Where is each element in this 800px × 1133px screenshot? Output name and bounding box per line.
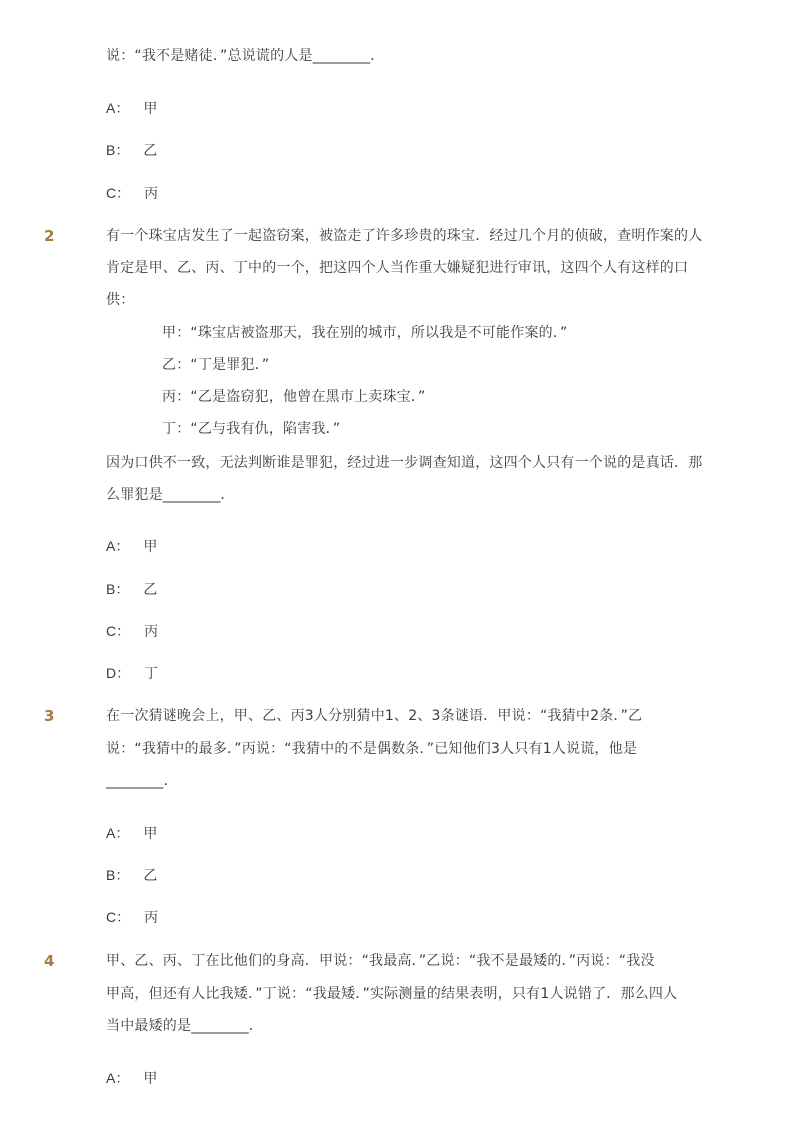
option-text: 乙	[143, 143, 158, 159]
question-4-line: 甲高，但还有人比我矮．”丁说：“我最矮．”实际测量的结果表明，只有1人说错了．那么四人	[106, 986, 678, 1002]
q3-option-b[interactable]	[106, 865, 157, 886]
option-letter: C：	[106, 185, 131, 201]
option-letter: C：	[106, 909, 131, 925]
option-letter: B：	[106, 142, 130, 158]
q3-option-c[interactable]	[106, 907, 158, 928]
option-text: 丙	[144, 910, 159, 926]
question-number: 4	[44, 952, 55, 970]
q2-option-b[interactable]	[106, 579, 157, 600]
question-3-line: ________．	[106, 773, 178, 789]
question-2-line: 有一个珠宝店发生了一起盗窃案，被盗走了许多珍贵的珠宝．经过几个月的侦破，查明作案的人	[106, 228, 703, 244]
option-text: 乙	[143, 868, 158, 884]
question-4-line: 当中最矮的是________．	[106, 1018, 263, 1034]
q2-option-c[interactable]	[106, 621, 158, 642]
option-text: 丙	[144, 624, 159, 640]
option-letter: A：	[106, 538, 130, 554]
question-3-line: 在一次猜谜晚会上，甲、乙、丙3人分别猜中1、2、3条谜语．甲说：“我猜中2条．”乙	[106, 708, 643, 724]
question-3-line: 说：“我猜中的最多．”丙说：“我猜中的不是偶数条．”已知他们3人只有1人说谎，他是	[106, 741, 638, 757]
option-text: 丙	[144, 186, 159, 202]
option-text: 甲	[143, 1071, 158, 1087]
question-2-line: 肯定是甲、乙、丙、丁中的一个，把这四个人当作重大嫌疑犯进行审讯，这四个人有这样的口	[106, 260, 689, 276]
question-number: 3	[44, 707, 55, 725]
q1-option-c[interactable]	[106, 183, 158, 204]
q2-option-d[interactable]	[106, 663, 158, 684]
option-letter: D：	[106, 665, 131, 681]
option-letter: A：	[106, 1070, 130, 1086]
option-text: 甲	[143, 826, 158, 842]
question-2-line: 供：	[106, 292, 135, 308]
option-text: 乙	[143, 582, 158, 598]
option-letter: C：	[106, 623, 131, 639]
q1-option-a[interactable]	[106, 98, 157, 119]
option-text: 丁	[144, 666, 159, 682]
testimony-bing: 丙：“乙是盗窃犯，他曾在黑市上卖珠宝．”	[162, 389, 426, 405]
option-letter: B：	[106, 581, 130, 597]
option-letter: A：	[106, 825, 130, 841]
testimony-ding: 丁：“乙与我有仇，陷害我．”	[162, 421, 341, 437]
question-2-line: 么罪犯是________．	[106, 487, 235, 503]
q4-option-a[interactable]	[106, 1068, 157, 1089]
question-1-text: 说：“我不是赌徒．”总说谎的人是________．	[106, 48, 385, 64]
option-letter: A：	[106, 100, 130, 116]
question-2-line: 因为口供不一致，无法判断谁是罪犯，经过进一步调查知道，这四个人只有一个说的是真话．那	[106, 455, 703, 471]
q3-option-a[interactable]	[106, 823, 157, 844]
testimony-yi: 乙：“丁是罪犯．”	[162, 357, 270, 373]
option-text: 甲	[143, 539, 158, 555]
q2-option-a[interactable]	[106, 536, 157, 557]
testimony-jia: 甲：“珠宝店被盗那天，我在别的城市，所以我是不可能作案的．”	[162, 325, 568, 341]
question-number: 2	[44, 227, 55, 245]
option-text: 甲	[143, 101, 158, 117]
q1-option-b[interactable]	[106, 140, 157, 161]
option-letter: B：	[106, 867, 130, 883]
question-4-line: 甲、乙、丙、丁在比他们的身高．甲说：“我最高．”乙说：“我不是最矮的．”丙说：“我没	[106, 953, 655, 969]
